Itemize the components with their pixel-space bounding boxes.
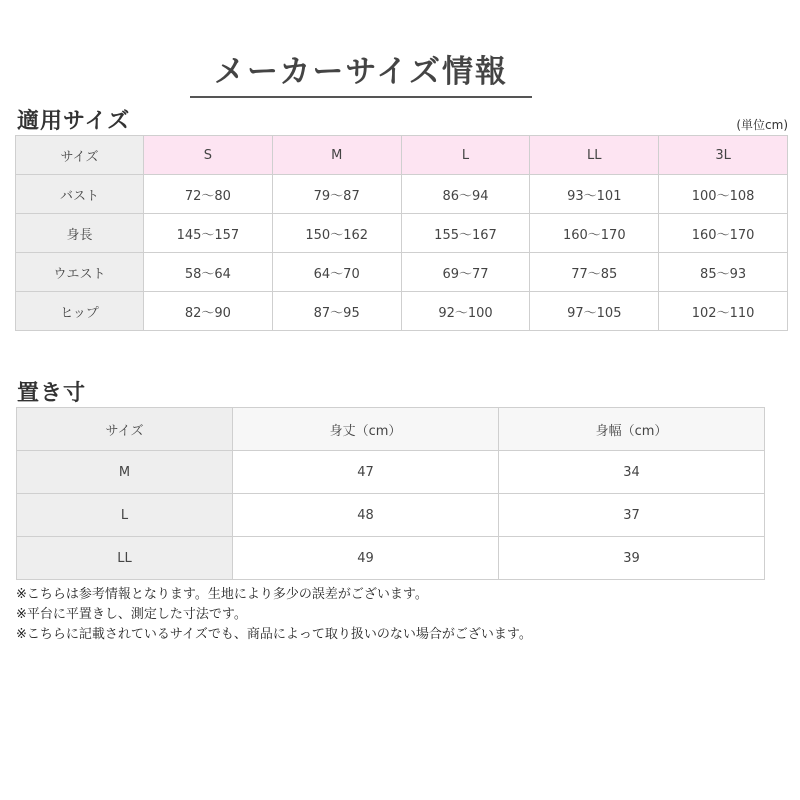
size-table-header-row — [16, 136, 788, 175]
size-table — [15, 135, 788, 331]
table-cell: 39 — [499, 537, 765, 580]
table-cell: 77〜85 — [530, 253, 659, 292]
flat-section-title: 置き寸 — [17, 381, 87, 406]
flat-header-cell: サイズ — [17, 408, 233, 451]
page-title-container — [190, 50, 532, 98]
table-cell: 92〜100 — [401, 292, 530, 331]
table-cell: 100〜108 — [659, 175, 788, 214]
row-label: ウエスト — [16, 253, 144, 292]
flat-measure-table — [16, 407, 765, 580]
table-cell: 37 — [499, 494, 765, 537]
table-cell: 160〜170 — [530, 214, 659, 253]
notes — [16, 585, 532, 645]
table-cell: 93〜101 — [530, 175, 659, 214]
table-row — [17, 494, 765, 537]
table-cell: 86〜94 — [401, 175, 530, 214]
table-cell: 48 — [233, 494, 499, 537]
size-header-cell: LL — [530, 136, 659, 175]
size-header-cell: L — [401, 136, 530, 175]
table-cell: 150〜162 — [272, 214, 401, 253]
flat-table-header-row — [17, 408, 765, 451]
table-cell: 47 — [233, 451, 499, 494]
row-label: LL — [17, 537, 233, 580]
row-label: M — [17, 451, 233, 494]
size-header-cell: 3L — [659, 136, 788, 175]
table-row — [16, 253, 788, 292]
table-cell: 82〜90 — [144, 292, 273, 331]
size-section-title: 適用サイズ — [17, 109, 131, 134]
row-label: 身長 — [16, 214, 144, 253]
table-cell: 155〜167 — [401, 214, 530, 253]
table-row — [16, 175, 788, 214]
table-row — [16, 292, 788, 331]
table-cell: 79〜87 — [272, 175, 401, 214]
table-row — [16, 214, 788, 253]
table-cell: 85〜93 — [659, 253, 788, 292]
table-row — [17, 451, 765, 494]
table-row — [17, 537, 765, 580]
size-header-cell: M — [272, 136, 401, 175]
size-header-label: サイズ — [16, 136, 144, 175]
size-header-cell: S — [144, 136, 273, 175]
table-cell: 145〜157 — [144, 214, 273, 253]
table-cell: 97〜105 — [530, 292, 659, 331]
table-cell: 34 — [499, 451, 765, 494]
table-cell: 160〜170 — [659, 214, 788, 253]
row-label: L — [17, 494, 233, 537]
table-cell: 87〜95 — [272, 292, 401, 331]
row-label: バスト — [16, 175, 144, 214]
note-line: ※平台に平置きし、測定した寸法です。 — [16, 607, 247, 622]
table-cell: 58〜64 — [144, 253, 273, 292]
unit-note: (単位cm) — [736, 118, 788, 132]
table-cell: 102〜110 — [659, 292, 788, 331]
table-cell: 69〜77 — [401, 253, 530, 292]
table-cell: 64〜70 — [272, 253, 401, 292]
flat-header-cell: 身丈（cm） — [233, 408, 499, 451]
table-cell: 49 — [233, 537, 499, 580]
note-line: ※こちらは参考情報となります。生地により多少の誤差がございます。 — [16, 587, 428, 602]
row-label: ヒップ — [16, 292, 144, 331]
note-line: ※こちらに記載されているサイズでも、商品によって取り扱いのない場合がございます。 — [16, 627, 532, 642]
page-title: メーカーサイズ情報 — [214, 54, 508, 90]
table-cell: 72〜80 — [144, 175, 273, 214]
flat-header-cell: 身幅（cm） — [499, 408, 765, 451]
